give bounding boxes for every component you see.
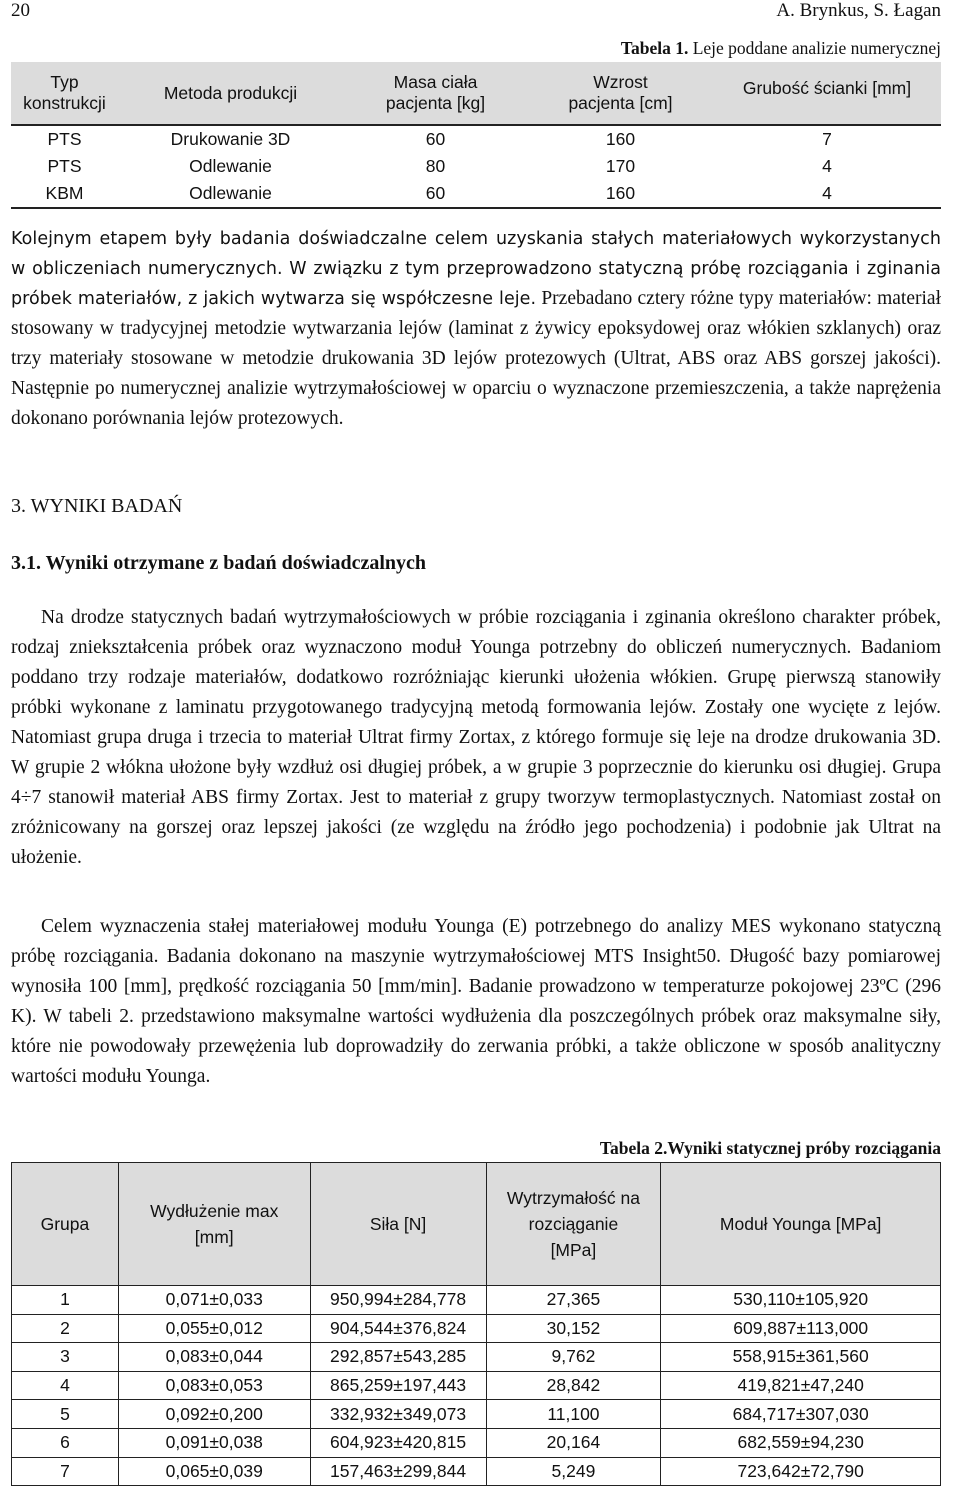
table-row: [12, 1371, 941, 1400]
table-cell: 609,887±113,000: [661, 1314, 941, 1343]
table-cell: Drukowanie 3D: [170, 129, 291, 149]
table2-header-force: Siła [N]: [310, 1163, 486, 1286]
table1-header-wall: Grubość ścianki [mm]: [713, 62, 941, 125]
table1-header-type: Typ konstrukcji: [11, 62, 118, 125]
table2-header-group: Grupa: [12, 1163, 119, 1286]
table2-header-row: [12, 1163, 941, 1286]
table-cell: 80: [425, 156, 446, 176]
table-cell: 419,821±47,240: [661, 1371, 941, 1400]
body-paragraph-2: Na drodze statycznych badań wytrzymałościowych w próbie rozciągania i zginania określono charakter próbek, rodzaj zniekształcenia próbek oraz wyznaczono moduł Younga potrzebny do obliczeń numerycznych. Badaniom poddano trzy rodzaje materiałów, dodatkowo rozróżniając kierunki ułożenia włókien. Grupę pierwszą stanowiły próbki wykonane z laminatu przygotowanego tradycyjną metodą formowania lejów. Zostały one wycięte z lejów. Natomiast grupa druga i trzecia to materiał Ultrat firmy Zortax, z którego formuje się leje na drodze drukowania 3D. W grupie 2 włókna ułożone były wzdłuż osi długiej próbek, a w grupie 3 poprzecznie do kierunku osi długiej. Grupa 4÷7 stanowił materiał ABS firmy Zortax. Jest to materiał z grupy tworzyw termoplastycznych. Natomiast został on zróżnicowany na gorszej oraz lepszej jakości (ze względu na źródło jego pochodzenia) i podobnie jak Ultrat na ułożenie.: [11, 607, 942, 868]
table-cell: 20,164: [486, 1428, 661, 1457]
table-cell: 0,071±0,033: [118, 1286, 310, 1315]
page-number: 20: [11, 0, 30, 21]
table-cell: 5,249: [486, 1457, 661, 1486]
table-row: [11, 153, 941, 180]
table-cell: 904,544±376,824: [310, 1314, 486, 1343]
table-cell: 11,100: [486, 1400, 661, 1429]
table-cell: 0,091±0,038: [118, 1428, 310, 1457]
table1: [11, 62, 941, 209]
table-cell: 3: [12, 1343, 119, 1372]
table-row: [12, 1400, 941, 1429]
table2: [11, 1162, 941, 1486]
table-cell: 60: [425, 129, 446, 149]
table-cell: 292,857±543,285: [310, 1343, 486, 1372]
table-cell: 60: [343, 180, 528, 208]
table-cell: 723,642±72,790: [661, 1457, 941, 1486]
table-cell: 6: [12, 1428, 119, 1457]
table-cell: 865,259±197,443: [310, 1371, 486, 1400]
table1-header-mass: Masa ciała pacjenta [kg]: [343, 62, 528, 125]
table-cell: 558,915±361,560: [661, 1343, 941, 1372]
table-cell: 4: [713, 180, 941, 208]
table-cell: 0,083±0,053: [118, 1371, 310, 1400]
table-cell: 160: [528, 180, 713, 208]
table-row: [11, 125, 941, 153]
table-cell: KBM: [11, 180, 118, 208]
section-heading-3: 3. WYNIKI BADAŃ: [11, 495, 183, 517]
table-cell: 160: [605, 129, 636, 149]
table-cell: 0,092±0,200: [118, 1400, 310, 1429]
table-row: [11, 180, 941, 208]
table2-header-elongation: Wydłużenie max [mm]: [118, 1163, 310, 1286]
table-cell: Odlewanie: [118, 180, 343, 208]
table-cell: 2: [12, 1314, 119, 1343]
table-cell: 0,083±0,044: [118, 1343, 310, 1372]
table1-caption-label: Tabela 1.: [620, 38, 689, 58]
table-cell: 1: [12, 1286, 119, 1315]
table-cell: Odlewanie: [189, 156, 272, 176]
table-cell: 9,762: [486, 1343, 661, 1372]
table-cell: 5: [12, 1400, 119, 1429]
table-row: [12, 1286, 941, 1315]
table-cell: 4: [822, 156, 832, 176]
table-cell: 28,842: [486, 1371, 661, 1400]
table-row: [12, 1314, 941, 1343]
section-heading-3-1: 3.1. Wyniki otrzymane z badań doświadczalnych: [11, 552, 427, 574]
table1-caption: [621, 38, 941, 59]
table2-header-strength: Wytrzymałość na rozciąganie [MPa]: [486, 1163, 661, 1286]
table1-header-height: Wzrost pacjenta [cm]: [528, 62, 713, 125]
table-cell: 7: [822, 129, 832, 149]
table-cell: 4: [12, 1371, 119, 1400]
table-cell: 684,717±307,030: [661, 1400, 941, 1429]
table1-caption-text: Leje poddane analizie numerycznej: [688, 38, 941, 58]
table-cell: 30,152: [486, 1314, 661, 1343]
table-cell: 604,923±420,815: [310, 1428, 486, 1457]
table-row: [12, 1428, 941, 1457]
running-head-authors: A. Brynkus, S. Łagan: [776, 0, 941, 21]
table-cell: 170: [605, 156, 636, 176]
body-paragraph-1: Kolejnym etapem były badania doświadczalne celem uzyskania stałych materiałowych wykorzystanych w obliczeniach numerycznych. W związku z tym przeprowadzono statyczną próbę rozciągania i zginania próbek materiałów, z jakich wytwarza się współczesne leje. Przebadano cztery różne typy materiałów: materiał stosowany w tradycyjnej metodzie wytwarzania lejów (laminat z żywicy epoksydowej oraz włókien szklanych) oraz trzy materiały stosowane w metodzie drukowania 3D lejów protezowych (Ultrat, ABS oraz ABS gorszej jakości). Następnie po numerycznej analizie wytrzymałościowej w oparciu o wyznaczone przemieszczenia, a także naprężenia dokonano porównania lejów protezowych.: [11, 229, 942, 429]
table-cell: 950,994±284,778: [310, 1286, 486, 1315]
table-cell: 530,110±105,920: [661, 1286, 941, 1315]
body-paragraph-3: Celem wyznaczenia stałej materiałowej modułu Younga (E) potrzebnego do analizy MES wykonano statyczną próbę rozciągania. Badania dokonano na maszynie wytrzymałościowej MTS Insight50. Długość bazy pomiarowej wynosiła 100 [mm], prędkość rozciągania 50 [mm/min]. Badanie prowadzono w temperaturze pokojowej 23ºC (296 K). W tabeli 2. przedstawiono maksymalne wartości wydłużenia dla poszczególnych próbek oraz maksymalne siły, które nie powodowały przewężenia lub doprowadziły do zerwania próbki, a także obliczone w sposób analityczny wartości modułu Younga.: [11, 916, 941, 1087]
table-cell: 0,065±0,039: [118, 1457, 310, 1486]
table-row: [12, 1343, 941, 1372]
table1-header-method: Metoda produkcji: [118, 62, 343, 125]
table2-header-young: Moduł Younga [MPa]: [661, 1163, 941, 1286]
table-cell: 7: [12, 1457, 119, 1486]
table-cell: 27,365: [486, 1286, 661, 1315]
table-cell: 682,559±94,230: [661, 1428, 941, 1457]
table-cell: PTS: [47, 156, 82, 176]
table1-header-row: [11, 62, 941, 125]
table-cell: PTS: [47, 129, 82, 149]
table-row: [12, 1457, 941, 1486]
table-cell: 0,055±0,012: [118, 1314, 310, 1343]
table-cell: 332,932±349,073: [310, 1400, 486, 1429]
table-cell: 157,463±299,844: [310, 1457, 486, 1486]
page-header: [11, 0, 941, 26]
table2-caption: Tabela 2.Wyniki statycznej próby rozciągania: [599, 1138, 941, 1158]
